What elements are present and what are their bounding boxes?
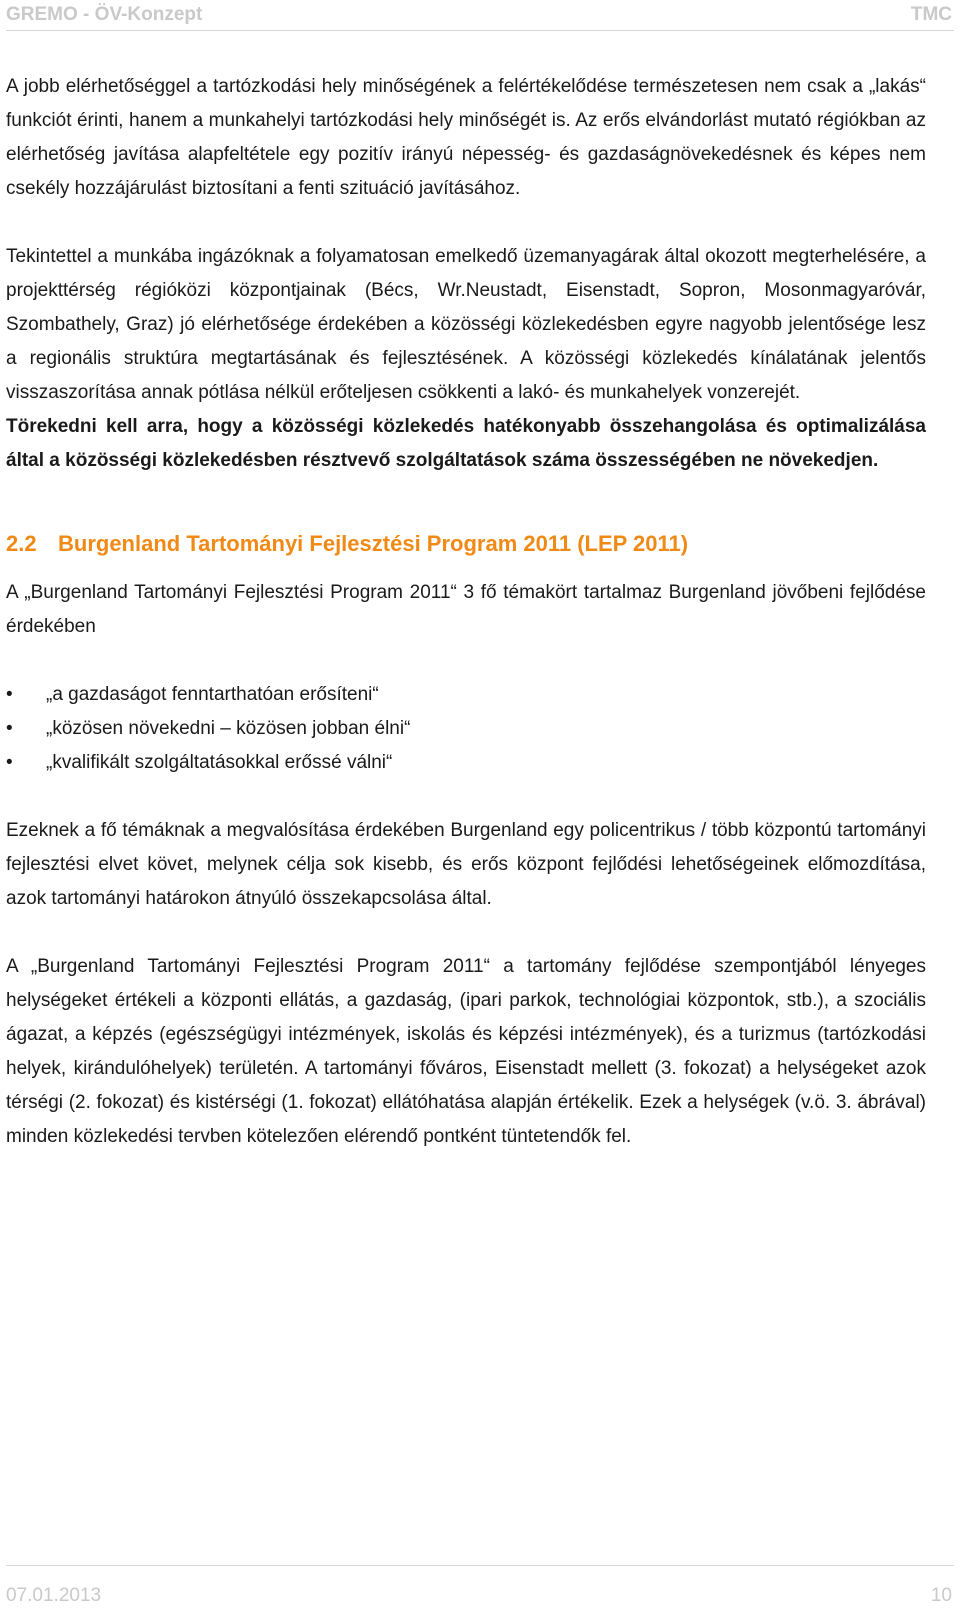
document-body	[6, 70, 926, 1154]
list-item	[6, 746, 926, 780]
document-title: GREMO - ÖV-Konzept	[6, 4, 203, 25]
bullet-icon: •	[6, 684, 13, 705]
paragraph-accessibility: A jobb elérhetőséggel a tartózkodási hely minőségének a felértékelődése természetesen nem csak a „lakás“ funkciót érinti, hanem a munkahelyi tartózkodási hely minőségét is. Az erős elvándorlást mutató régiókban az elérhetőség javítása alapfeltétele egy pozitív irányú népesség- és gazdaságnövekedésnek és képes nem csekély hozzájárulást biztosítani a fenti szituáció javításához.	[6, 76, 926, 199]
bullet-icon: •	[6, 718, 13, 739]
paragraph-program-intro: A „Burgenland Tartományi Fejlesztési Program 2011“ 3 fő témakört tartalmaz Burgenland jövőbeni fejlődése érdekében	[6, 582, 926, 637]
paragraph-policentric: Ezeknek a fő témáknak a megvalósítása érdekében Burgenland egy policentrikus / több központú tartományi fejlesztési elvet követ, melynek célja sok kisebb, és erős központ fejlődési lehetőségeinek előmozdítása, azok tartományi határokon átnyúló összekapcsolása által.	[6, 820, 926, 909]
paragraph-commuters: Tekintettel a munkába ingázóknak a folyamatosan emelkedő üzemanyagárak által okozott megterhelésére, a projekttérség régióközi központjainak (Bécs, Wr.Neustadt, Eisenstadt, Sopron, Mosonmagyaróvár, Szombathely, Graz) jó elérhetősége érdekében a közösségi közlekedésben egyre nagyobb jelentősége lesz a regionális struktúra megtartásának és fejlesztésének. A közösségi közlekedés kínálatának jelentős visszaszorítása annak pótlása nélkül erőteljesen csökkenti a lakó- és munkahelyek vonzerejét.	[6, 246, 926, 403]
page-number: 10	[930, 1585, 952, 1606]
page-header	[6, 0, 954, 30]
list-item-text: „a gazdaságot fenntarthatóan erősíteni“	[46, 684, 379, 705]
list-item	[6, 712, 926, 746]
paragraph-goal: Törekedni kell arra, hogy a közösségi közlekedés hatékonyabb összehangolása és optimalizálása által a közösségi közlekedésben résztvevő szolgáltatások száma összességében ne növekedjen.	[6, 416, 926, 471]
list-item	[6, 678, 926, 712]
bullet-list	[6, 678, 926, 780]
footer-date: 07.01.2013	[6, 1585, 102, 1606]
footer-divider	[6, 1565, 954, 1566]
section-heading	[6, 512, 926, 576]
section-number: 2.2	[6, 531, 37, 556]
header-divider	[6, 30, 954, 31]
bullet-icon: •	[6, 752, 13, 773]
list-item-text: „közösen növekedni – közösen jobban élni“	[46, 718, 411, 739]
list-item-text: „kvalifikált szolgáltatásokkal erőssé válni“	[46, 752, 393, 773]
page-footer	[6, 1565, 954, 1615]
section-title: Burgenland Tartományi Fejlesztési Program 2011 (LEP 2011)	[58, 531, 689, 556]
brand-logo: TMC	[910, 4, 952, 25]
paragraph-evaluation: A „Burgenland Tartományi Fejlesztési Program 2011“ a tartomány fejlődése szempontjából lényeges helységeket értékeli a központi ellátás, a gazdaság, (ipari parkok, technológiai központok, stb.), a szociális ágazat, a képzés (egészségügyi intézmények, iskolás és képzési intézmények), és a turizmus (tartózkodási helyek, kirándulóhelyek) területén. A tartományi főváros, Eisenstadt mellett (3. fokozat) a helységeket azok térségi (2. fokozat) és kistérségi (1. fokozat) ellátóhatása alapján értékelik. Ezek a helységek (v.ö. 3. ábrával) minden közlekedési tervben kötelezően elérendő pontként tüntetendők fel.	[6, 956, 926, 1147]
